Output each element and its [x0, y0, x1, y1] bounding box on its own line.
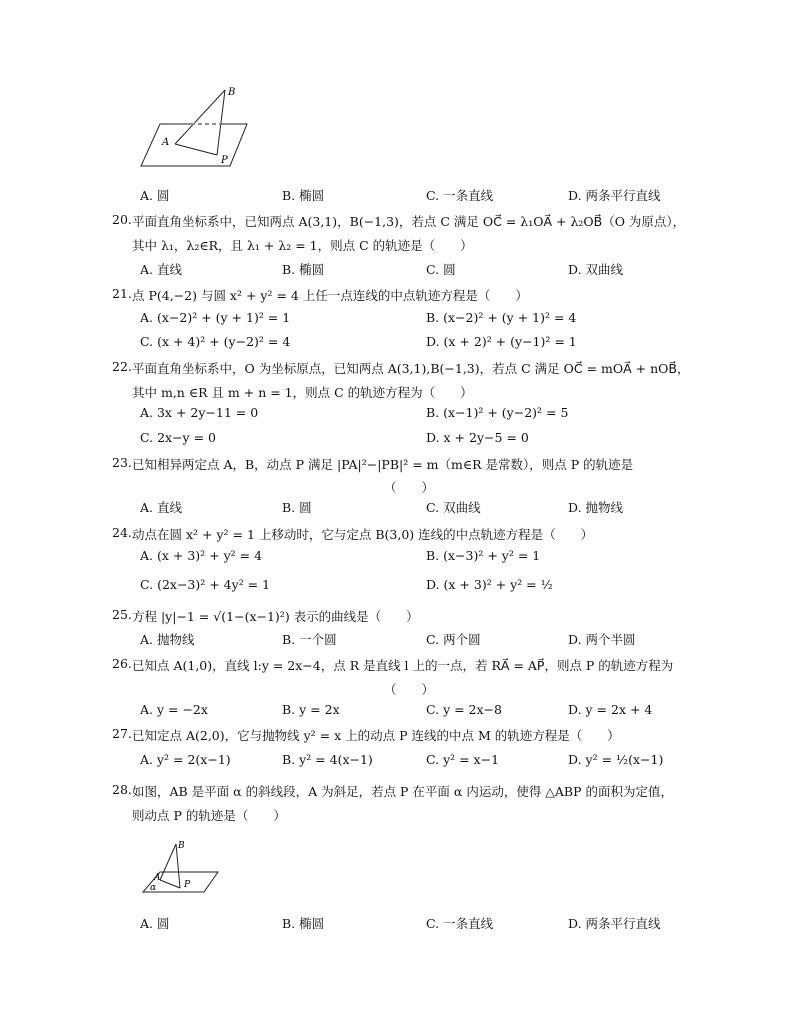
option-b: B. 圆 — [282, 500, 312, 515]
question-text: 平面直角坐标系中，已知两点 A(3,1)，B(−1,3)，若点 C 满足 OC⃗ = λ₁OA⃗ + λ₂OB⃗（O 为原点）， — [132, 214, 686, 229]
option-d: D. 抛物线 — [568, 500, 624, 515]
option-a: A. 圆 — [140, 916, 170, 931]
question-text: 点 P(4,−2) 与圆 x² + y² = 4 上任一点连线的中点轨迹方程是（ ） — [132, 288, 528, 303]
question-text: 已知点 A(1,0)，直线 l:y = 2x−4，点 R 是直线 l 上的一点，若 RA⃗ = AP⃗，则点 P 的轨迹方程为 — [132, 658, 674, 673]
option-d: D. (x + 3)² + y² = ½ — [426, 577, 553, 592]
question-number: 24. — [112, 525, 132, 540]
option-a: A. 直线 — [140, 262, 182, 277]
question-number: 20. — [112, 212, 132, 227]
option-c: C. y² = x−1 — [426, 752, 500, 767]
option-a: A. 抛物线 — [140, 632, 195, 647]
option-b: B. 椭圆 — [282, 916, 325, 931]
option-a: A. 直线 — [140, 500, 182, 515]
question-number: 28. — [112, 782, 132, 797]
figure-plane-triangle-bottom — [138, 836, 224, 898]
option-c: C. y = 2x−8 — [426, 702, 502, 717]
option-c: C. (2x−3)² + 4y² = 1 — [140, 577, 271, 592]
option-c: C. 两个圆 — [426, 632, 481, 647]
label-p: P — [221, 155, 228, 166]
option-c: C. 双曲线 — [426, 500, 481, 515]
question-text: 方程 |y|−1 = √(1−(x−1)²) 表示的曲线是（ ） — [132, 609, 419, 624]
option-d: D. 两个半圆 — [568, 632, 636, 647]
option-d: D. 两条平行直线 — [568, 916, 661, 931]
label-a: A — [154, 873, 161, 883]
option-a: A. 圆 — [140, 188, 170, 203]
question-text: 如图，AB 是平面 α 的斜线段，A 为斜足，若点 P 在平面 α 内运动，使得 △ABP 的面积为定值， — [132, 784, 674, 799]
option-b: B. 椭圆 — [282, 188, 325, 203]
answer-paren: （ ） — [384, 480, 435, 495]
question-text: 则动点 P 的轨迹是（ ） — [132, 808, 286, 823]
question-text: 已知相异两定点 A，B，动点 P 满足 |PA|²−|PB|² = m（m∈R 是常数），则点 P 的轨迹是 — [132, 457, 634, 472]
label-a: A — [162, 137, 170, 148]
question-number: 23. — [112, 455, 132, 470]
option-d: D. y² = ½(x−1) — [568, 752, 664, 767]
option-a: A. 3x + 2y−11 = 0 — [140, 405, 259, 420]
question-text: 已知定点 A(2,0)，它与抛物线 y² = x 上的动点 P 连线的中点 M 的轨迹方程是（ ） — [132, 728, 620, 743]
option-c: C. 圆 — [426, 262, 456, 277]
question-number: 22. — [112, 359, 132, 374]
option-c: C. (x + 4)² + (y−2)² = 4 — [140, 334, 291, 349]
option-b: B. (x−1)² + (y−2)² = 5 — [426, 405, 569, 420]
option-c: C. 一条直线 — [426, 916, 494, 931]
option-d: D. 两条平行直线 — [568, 188, 661, 203]
option-a: A. y = −2x — [140, 702, 208, 717]
answer-paren: （ ） — [384, 682, 435, 697]
option-b: B. (x−3)² + y² = 1 — [426, 548, 541, 563]
figure-plane-triangle-top — [135, 82, 255, 172]
label-alpha: α — [150, 883, 157, 893]
label-p: P — [184, 880, 191, 890]
option-a: A. y² = 2(x−1) — [140, 752, 231, 767]
option-a: A. (x + 3)² + y² = 4 — [140, 548, 263, 563]
option-d: D. x + 2y−5 = 0 — [426, 430, 529, 445]
option-b: B. (x−2)² + (y + 1)² = 4 — [426, 310, 577, 325]
option-a: A. (x−2)² + (y + 1)² = 1 — [140, 310, 291, 325]
option-d: D. 双曲线 — [568, 262, 624, 277]
option-b: B. 一个圆 — [282, 632, 337, 647]
question-number: 25. — [112, 607, 132, 622]
question-number: 26. — [112, 656, 132, 671]
question-text: 其中 λ₁，λ₂∈R，且 λ₁ + λ₂ = 1，则点 C 的轨迹是（ ） — [132, 238, 473, 253]
option-b: B. y = 2x — [282, 702, 340, 717]
question-number: 27. — [112, 726, 132, 741]
question-text: 动点在圆 x² + y² = 1 上移动时，它与定点 B(3,0) 连线的中点轨迹方程是（ ） — [132, 527, 594, 542]
label-b: B — [228, 87, 236, 98]
option-b: B. y² = 4(x−1) — [282, 752, 373, 767]
option-b: B. 椭圆 — [282, 262, 325, 277]
option-d: D. (x + 2)² + (y−1)² = 1 — [426, 334, 577, 349]
option-c: C. 2x−y = 0 — [140, 430, 216, 445]
question-text: 其中 m,n ∈R 且 m + n = 1，则点 C 的轨迹方程为（ ） — [132, 385, 473, 400]
label-b: B — [178, 841, 185, 851]
question-text: 平面直角坐标系中，O 为坐标原点，已知两点 A(3,1),B(−1,3)，若点 C 满足 OC⃗ = mOA⃗ + nOB⃗， — [132, 361, 690, 376]
question-number: 21. — [112, 286, 132, 301]
option-c: C. 一条直线 — [426, 188, 494, 203]
option-d: D. y = 2x + 4 — [568, 702, 653, 717]
